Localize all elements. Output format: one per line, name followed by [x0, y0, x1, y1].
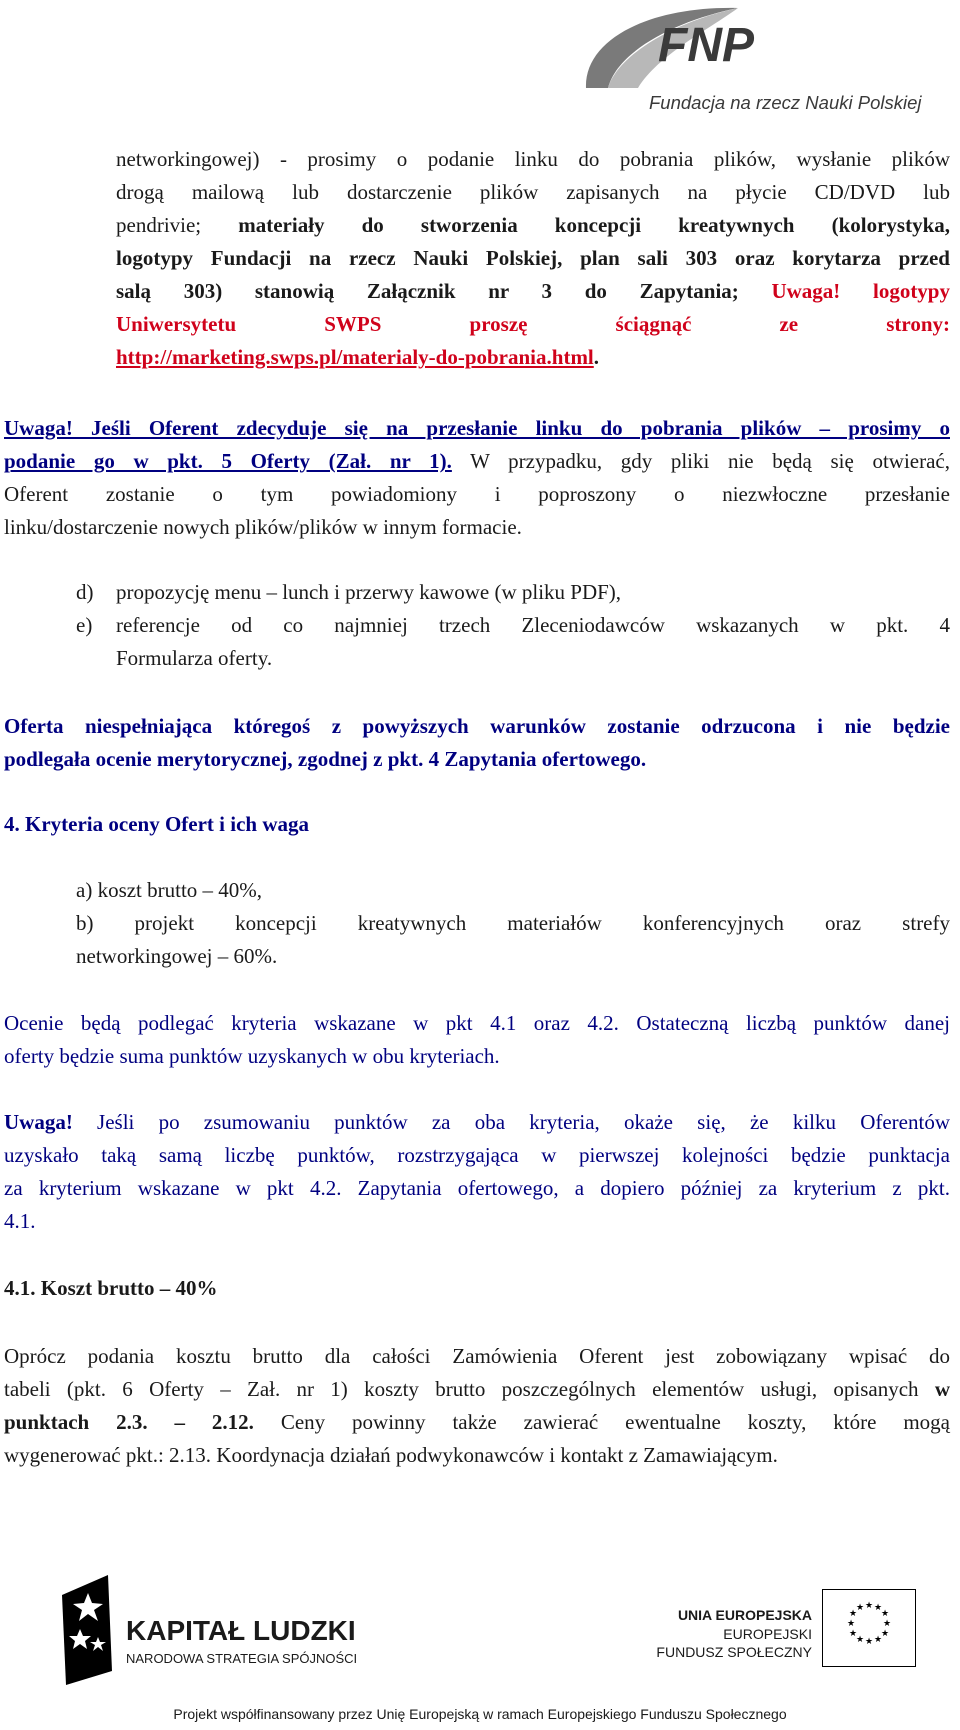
list-item: b) projekt koncepcji kreatywnych materiałów konferencyjnych oraz strefy [76, 911, 950, 935]
materials-link[interactable]: http://marketing.swps.pl/materialy-do-pobrania.html [116, 345, 594, 369]
text-line: networkingowej) - prosimy o podanie linku do pobrania plików, wysłanie plików [116, 147, 950, 171]
logo-subtitle: Fundacja na rzecz Nauki Polskiej [649, 92, 922, 113]
svg-text:★: ★ [864, 1637, 874, 1647]
svg-text:★: ★ [864, 1601, 874, 1611]
text-line: drogą mailową lub dostarczenie plików zapisanych na płycie CD/DVD lub [116, 180, 950, 204]
list-item: networkingowej – 60%. [76, 944, 278, 968]
text-span: logotypy [840, 279, 950, 303]
list-marker: e) [76, 613, 93, 637]
text-line: Oprócz podania kosztu brutto dla całości Zamówienia Oferent jest zobowiązany wpisać do [4, 1344, 950, 1368]
svg-text:★: ★ [848, 1629, 858, 1639]
list-item: referencje od co najmniej trzech Zleceniodawców wskazanych w pkt. 4 [116, 613, 950, 637]
text-line [4, 445, 950, 479]
text-span: punktach 2.3. – 2.12. [4, 1410, 254, 1434]
text-span: Jeśli po zsumowaniu punktów za oba kryteria, okaże się, że kilku Oferentów [72, 1110, 950, 1134]
kl-title: KAPITAŁ LUDZKI [126, 1615, 356, 1646]
svg-text:★: ★ [873, 1603, 883, 1613]
text-line: 4.1. [4, 1209, 36, 1233]
text-span: pendrivie; [116, 213, 239, 237]
text-line [4, 1406, 950, 1440]
footer-note: Projekt współfinansowany przez Unię Europejską w ramach Europejskiego Funduszu Społecznego [173, 1706, 787, 1722]
eu-flag-icon [822, 1589, 916, 1667]
text-span: tabeli (pkt. 6 Oferty – Zał. nr 1) koszty brutto poszczególnych elementów usługi, opisanych [4, 1377, 935, 1401]
text-line: logotypy Fundacji na rzecz Nauki Polskiej, plan sali 303 oraz korytarza przed [116, 246, 950, 270]
uwaga-label: Uwaga! [4, 1110, 73, 1134]
text-span: Ceny powinny także zawierać ewentualne koszty, które mogą [253, 1410, 950, 1434]
eu-line-2: EUROPEJSKI [723, 1626, 812, 1642]
eu-logo [656, 1583, 916, 1673]
text-line: podlegała ocenie merytorycznej, zgodnej z pkt. 4 Zapytania ofertowego. [4, 747, 647, 771]
text-span: W przypadku, gdy pliki nie będą się otwierać, [451, 449, 950, 473]
text-line: Oferent zostanie o tym powiadomiony i poproszony o niezwłoczne przesłanie [4, 482, 950, 506]
text-line: wygenerować pkt.: 2.13. Koordynacja działań podwykonawców i kontakt z Zamawiającym. [4, 1443, 778, 1467]
text-span: podanie go w pkt. 5 Oferty (Zał. nr 1). [4, 449, 452, 473]
list-item: Formularza oferty. [116, 646, 273, 670]
text-span: salą 303) stanowią Załącznik nr 3 do Zapytania; [116, 279, 772, 303]
eu-line-3: FUNDUSZ SPOŁECZNY [656, 1644, 812, 1660]
list-marker: d) [76, 580, 94, 604]
eu-line-1: UNIA EUROPEJSKA [677, 1607, 812, 1623]
list-item: propozycję menu – lunch i przerwy kawowe (w pliku PDF), [116, 580, 622, 604]
text-line: Oferta niespełniająca któregoś z powyższych warunków zostanie odrzucona i nie będzie [4, 714, 950, 738]
uwaga-label: Uwaga! [771, 279, 841, 303]
text-line: Ocenie będą podlegać kryteria wskazane w pkt 4.1 oraz 4.2. Ostateczną liczbą punktów danej [4, 1011, 950, 1035]
text-line [116, 209, 950, 243]
kl-subtitle: NARODOWA STRATEGIA SPÓJNOŚCI [126, 1651, 358, 1666]
text-span: w [934, 1377, 950, 1401]
text-line: Uwaga! Jeśli Oferent zdecyduje się na przesłanie linku do pobrania plików – prosimy o [4, 416, 950, 440]
fnp-logo [578, 0, 960, 125]
text-line [116, 341, 599, 375]
section-heading: 4. Kryteria oceny Ofert i ich waga [4, 812, 309, 836]
kapital-ludzki-emblem-icon [58, 1575, 116, 1685]
text-line [4, 1106, 950, 1140]
kapital-ludzki-logo [58, 1575, 398, 1685]
svg-text:★: ★ [855, 1603, 865, 1613]
svg-text:★: ★ [848, 1609, 858, 1619]
svg-text:★: ★ [873, 1635, 883, 1645]
text-line: Uniwersytetu SWPS proszę ściągnąć ze strony: [116, 312, 950, 336]
svg-text:★: ★ [846, 1619, 856, 1629]
text-line: za kryterium wskazane w pkt 4.2. Zapytania ofertowego, a dopiero później za kryterium z pkt. [4, 1176, 950, 1200]
text-span: . [593, 345, 600, 369]
svg-text:★: ★ [855, 1635, 865, 1645]
text-line: oferty będzie suma punktów uzyskanych w obu kryteriach. [4, 1044, 500, 1068]
text-line [4, 1373, 950, 1407]
text-span: materiały do stworzenia koncepcji kreatywnych (kolorystyka, [238, 213, 951, 237]
svg-text:★: ★ [880, 1629, 890, 1639]
list-item: a) koszt brutto – 40%, [76, 878, 263, 902]
logo-text: FNP [658, 19, 754, 72]
text-line: linku/dostarczenie nowych plików/plików w innym formacie. [4, 515, 522, 539]
svg-text:★: ★ [882, 1619, 892, 1629]
svg-text:★: ★ [880, 1609, 890, 1619]
text-line [116, 275, 950, 309]
text-line: uzyskało taką samą liczbę punktów, rozstrzygająca w pierwszej kolejności będzie punktacja [4, 1143, 950, 1167]
section-heading: 4.1. Koszt brutto – 40% [4, 1276, 218, 1300]
